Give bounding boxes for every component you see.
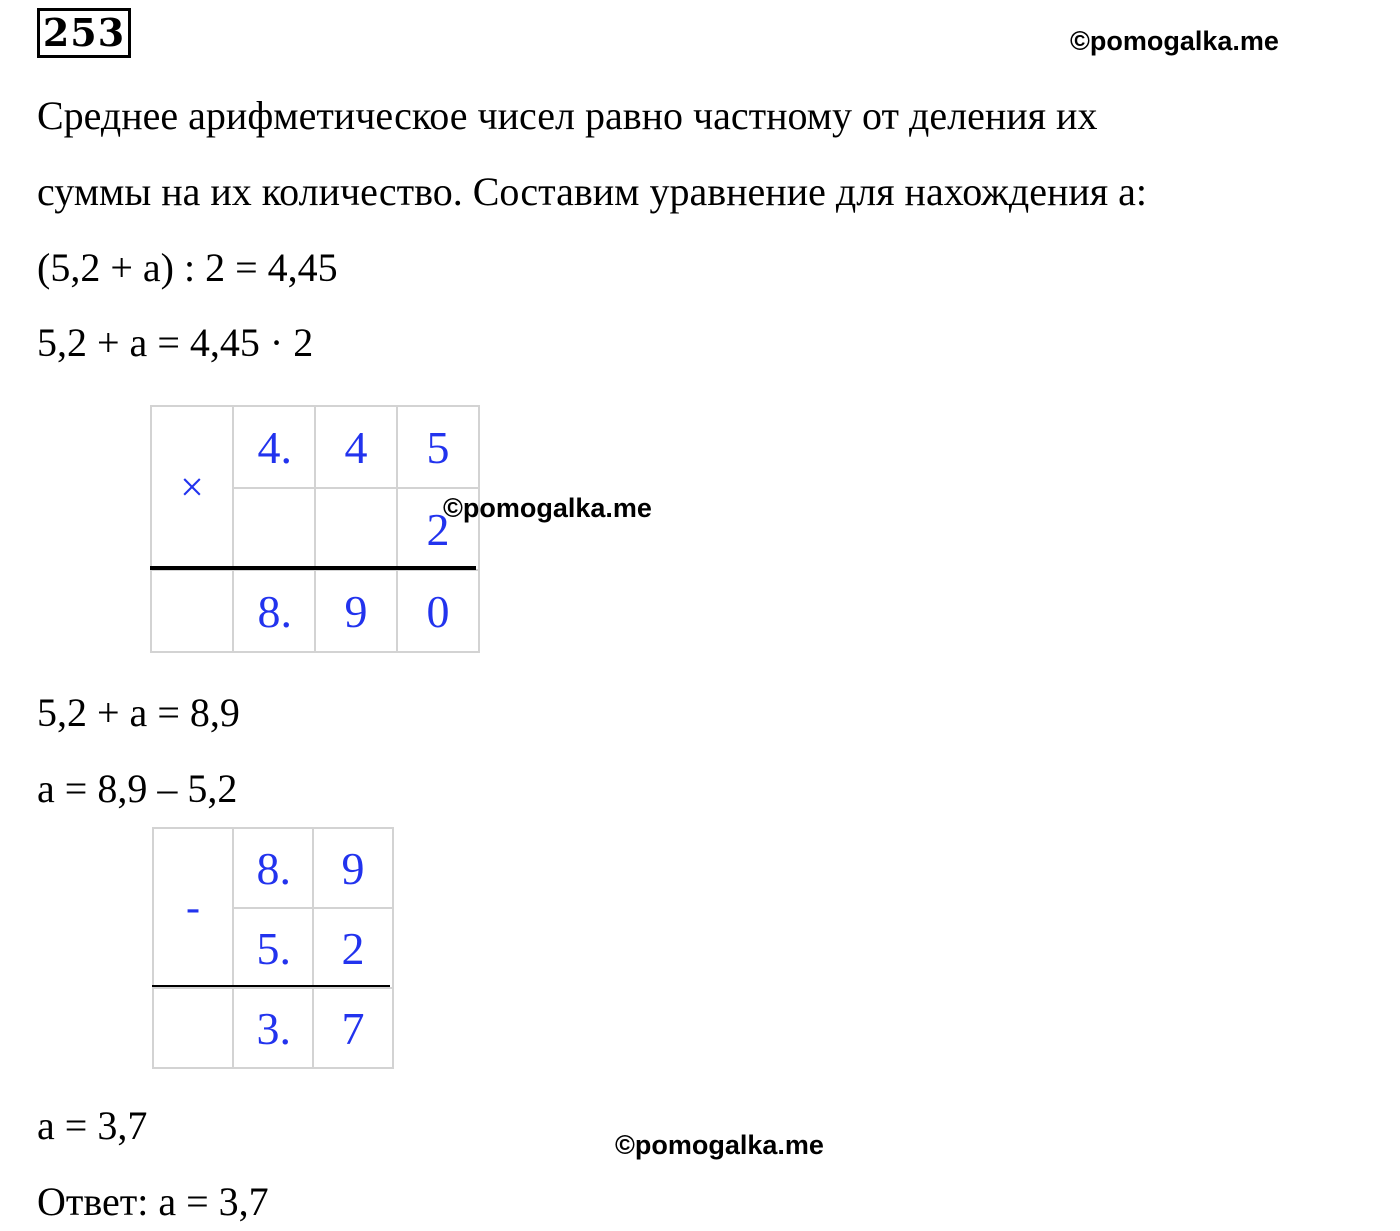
minuend-digit-cell xyxy=(312,827,394,909)
decimal-point: . xyxy=(279,922,291,974)
multiplicand-digit-cell xyxy=(396,405,480,489)
difference-digit-cell xyxy=(232,987,314,1069)
result-empty-cell xyxy=(152,987,234,1069)
equation-5: а = 3,7 xyxy=(37,1103,148,1148)
minus-sign: - xyxy=(152,827,234,989)
decimal-point: . xyxy=(279,842,291,894)
minuend-digit-cell xyxy=(232,827,314,909)
minuend-digit: 8 xyxy=(256,842,280,894)
multiplicand-digit: 4 xyxy=(257,421,281,473)
multiplicand-digit: 5 xyxy=(426,421,450,473)
subtraction-grid xyxy=(152,827,392,1067)
product-digit: 0 xyxy=(426,585,450,637)
product-digit-cell xyxy=(314,569,398,653)
equation-1: (5,2 + а) : 2 = 4,45 xyxy=(37,245,338,290)
multiplicand-digit-cell xyxy=(232,405,316,489)
subtraction-result-line xyxy=(152,985,390,987)
difference-digit: 7 xyxy=(341,1002,365,1054)
product-digit-cell xyxy=(232,569,316,653)
subtrahend-digit-cell xyxy=(312,907,394,989)
multiplicand-digit-cell xyxy=(314,405,398,489)
task-number: 253 xyxy=(37,8,131,58)
product-digit: 9 xyxy=(344,585,368,637)
watermark-bottom: ©pomogalka.me xyxy=(615,1130,824,1160)
difference-digit: 3 xyxy=(256,1002,280,1054)
product-digit: 8 xyxy=(257,585,281,637)
product-digit-cell xyxy=(396,569,480,653)
multiplication-result-line xyxy=(150,566,476,570)
watermark-top: ©pomogalka.me xyxy=(1070,26,1279,56)
multiplier-cell xyxy=(232,487,316,571)
decimal-point: . xyxy=(280,585,292,637)
subtrahend-digit: 2 xyxy=(341,922,365,974)
multiply-sign: × xyxy=(150,405,234,571)
multiplicand-digit: 4 xyxy=(344,421,368,473)
equation-3: 5,2 + а = 8,9 xyxy=(37,690,240,735)
multiplication-grid xyxy=(150,405,478,651)
multiplier-digit: 2 xyxy=(426,503,450,555)
intro-line-2: суммы на их количество. Составим уравнение для нахождения а: xyxy=(37,169,1148,214)
difference-digit-cell xyxy=(312,987,394,1069)
result-empty-cell xyxy=(150,569,234,653)
subtrahend-digit: 5 xyxy=(256,922,280,974)
decimal-point: . xyxy=(279,1002,291,1054)
equation-2: 5,2 + а = 4,45 · 2 xyxy=(37,320,314,365)
answer-line: Ответ: а = 3,7 xyxy=(37,1179,269,1224)
watermark-middle: ©pomogalka.me xyxy=(443,493,652,523)
subtrahend-digit-cell xyxy=(232,907,314,989)
decimal-point: . xyxy=(280,421,292,473)
minuend-digit: 9 xyxy=(341,842,365,894)
intro-line-1: Среднее арифметическое чисел равно частному от деления их xyxy=(37,93,1098,138)
equation-4: а = 8,9 – 5,2 xyxy=(37,766,238,811)
multiplier-cell xyxy=(314,487,398,571)
